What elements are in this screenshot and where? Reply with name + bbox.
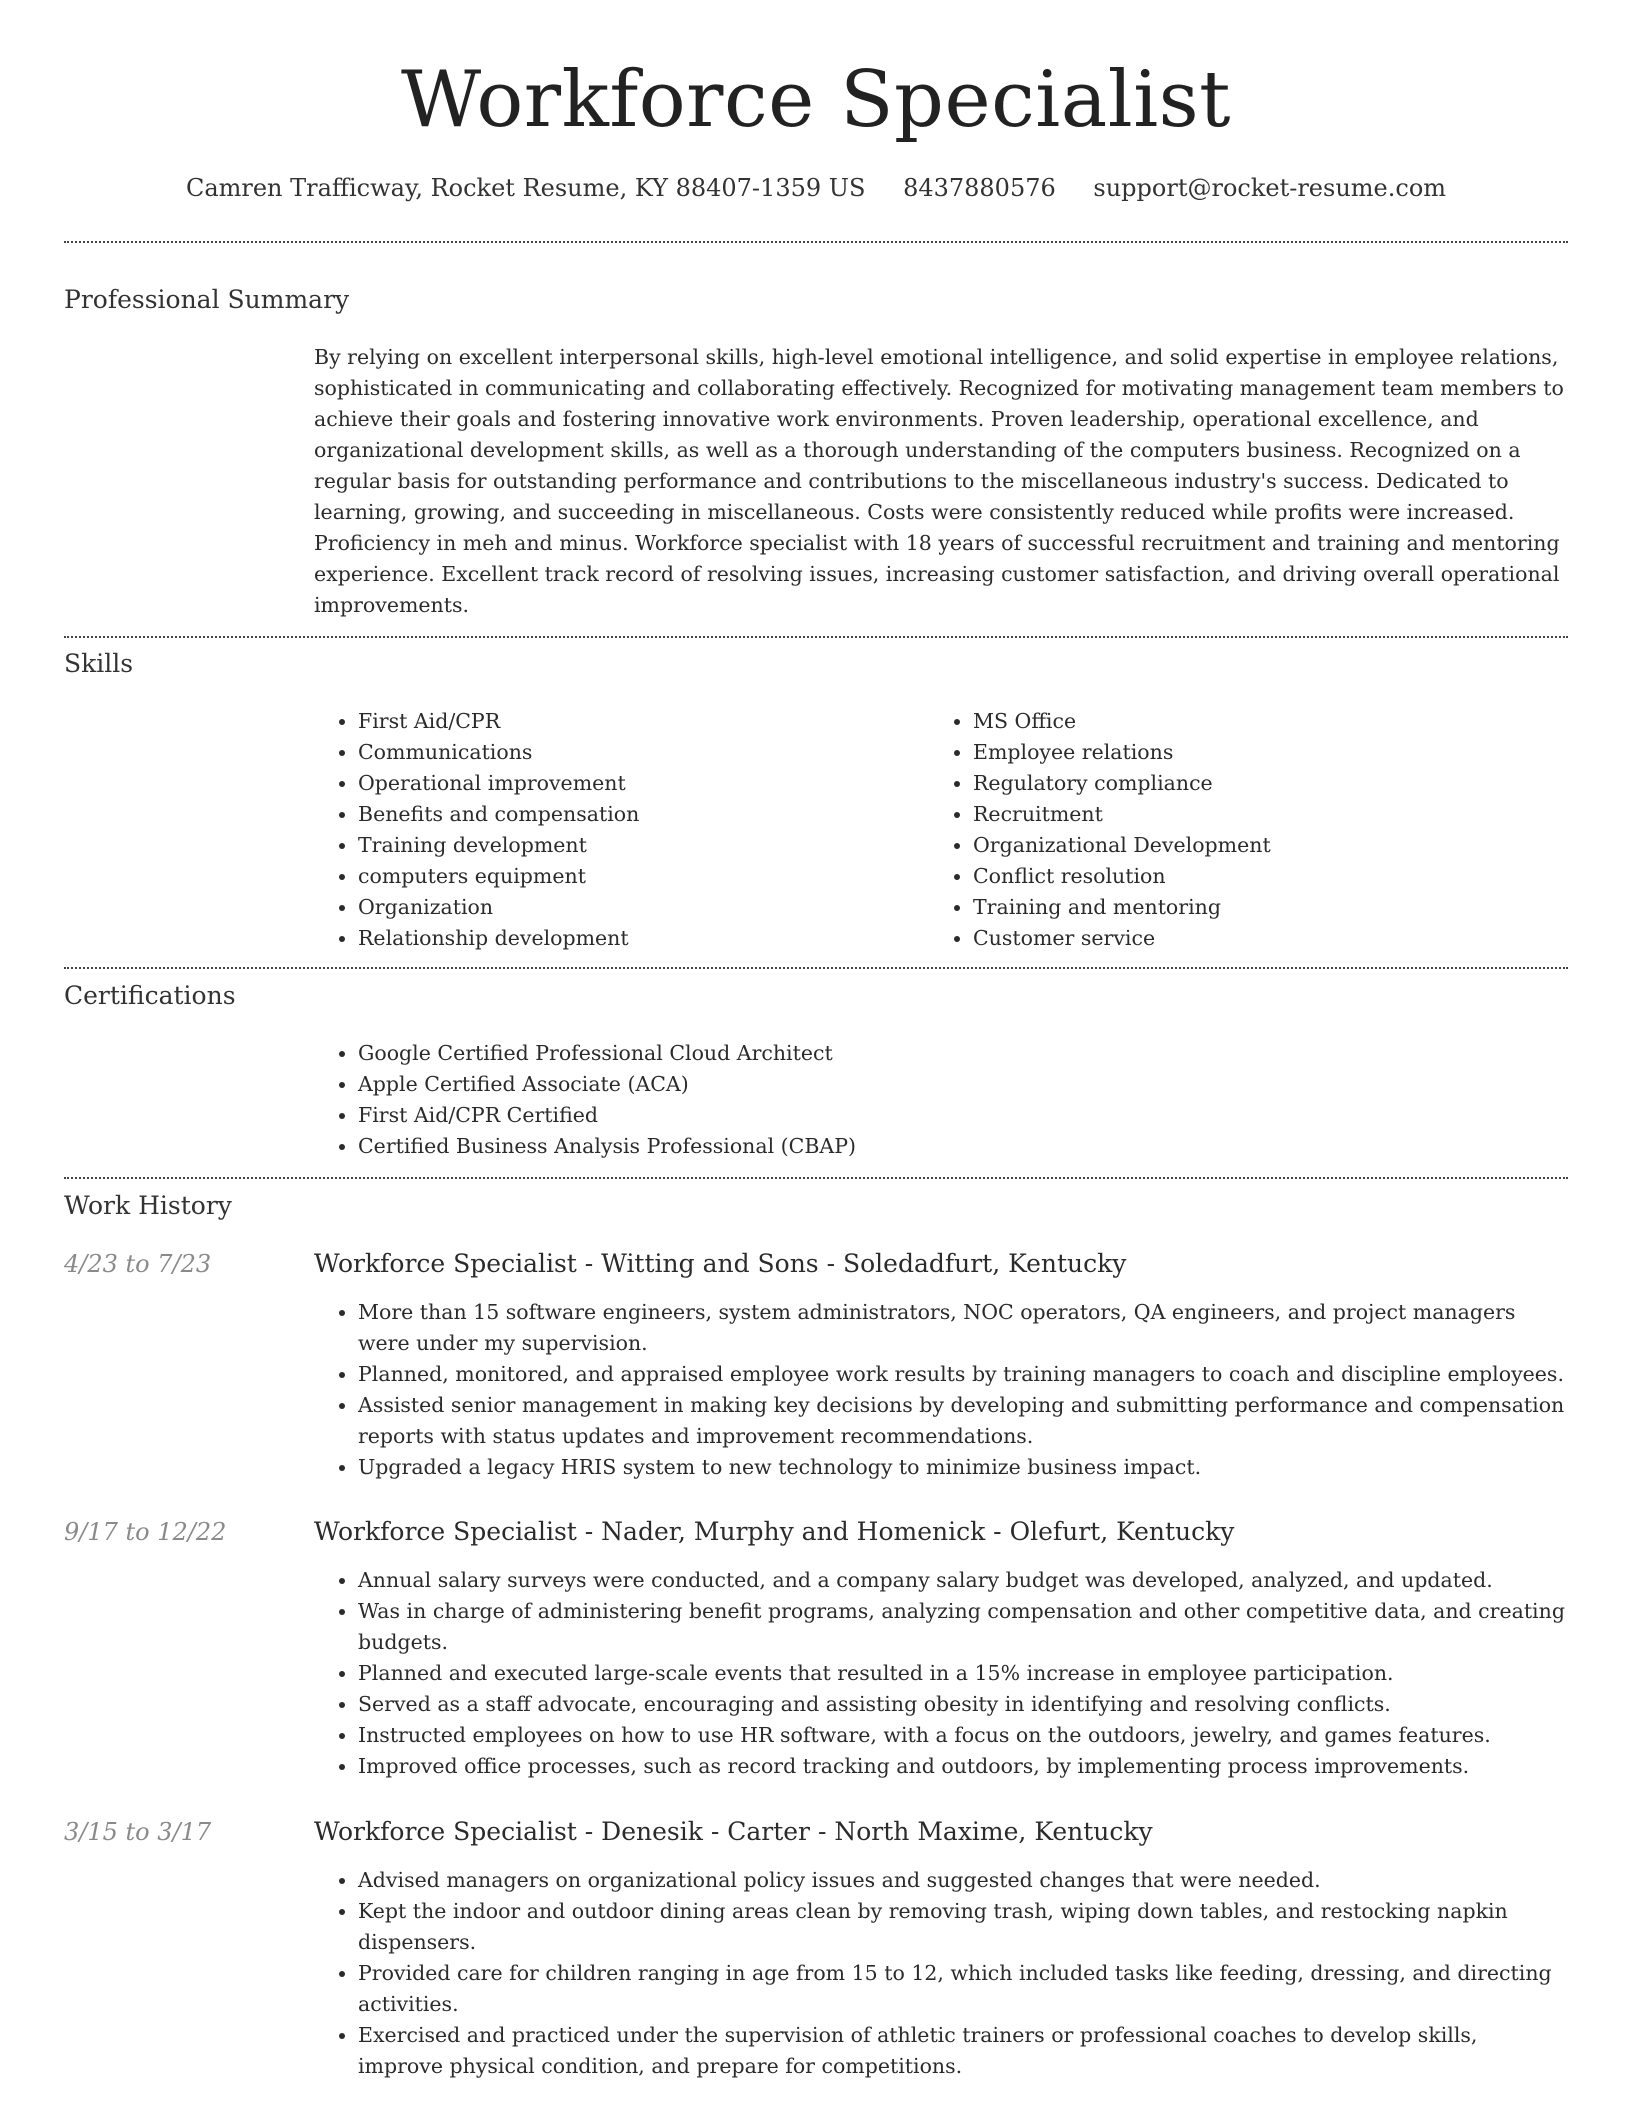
skill-item: • Communications <box>358 737 914 768</box>
skill-item: • Employee relations <box>973 737 1529 768</box>
job-bullet: • Upgraded a legacy HRIS system to new technology to minimize business impact. <box>358 1452 1568 1483</box>
contact-email: support@rocket-resume.com <box>1093 174 1447 202</box>
skills-column-right <box>929 706 1529 954</box>
skill-item: • Recruitment <box>973 799 1529 830</box>
certification-item: • Apple Certified Associate (ACA) <box>358 1069 1568 1100</box>
job-bullet: • Exercised and practiced under the supervision of athletic trainers or professional coaches to develop skills, improve physical condition, and prepare for competitions. <box>358 2020 1568 2082</box>
skill-item: • Conflict resolution <box>973 861 1529 892</box>
job-bullet: • Assisted senior management in making key decisions by developing and submitting performance and compensation reports with status updates and improvement recommendations. <box>358 1390 1568 1452</box>
job-bullet: • Kept the indoor and outdoor dining areas clean by removing trash, wiping down tables, and restocking napkin dispensers. <box>358 1896 1568 1958</box>
skill-item: • MS Office <box>973 706 1529 737</box>
skill-item: • Regulatory compliance <box>973 768 1529 799</box>
job-bullet: • Instructed employees on how to use HR software, with a focus on the outdoors, jewelry, and games features. <box>358 1720 1568 1751</box>
work-history-heading: Work History <box>64 1191 232 1220</box>
job-bullet: • Served as a staff advocate, encouraging and assisting obesity in identifying and resolving conflicts. <box>358 1689 1568 1720</box>
job-bullet: • Planned and executed large-scale events that resulted in a 15% increase in employee participation. <box>358 1658 1568 1689</box>
job-bullets <box>314 1865 1568 2082</box>
job-bullet: • Improved office processes, such as record tracking and outdoors, by implementing process improvements. <box>358 1751 1568 1782</box>
summary-heading: Professional Summary <box>64 285 350 314</box>
contact-line <box>64 170 1568 206</box>
summary-text: By relying on excellent interpersonal skills, high-level emotional intelligence, and solid expertise in employee relations, sophisticated in communicating and collaborating effectively. Recognized for motivating management team members to achieve their goals and fostering innovative work environments. Proven leadership, operational excellence, and organizational development skills, as well as a thorough understanding of the computers business. Recognized on a regular basis for outstanding performance and contributions to the miscellaneous industry's success. Dedicated to learning, growing, and succeeding in miscellaneous. Costs were consistently reduced while profits were increased. Proficiency in meh and minus. Workforce specialist with 18 years of successful recruitment and training and mentoring experience. Excellent track record of resolving issues, increasing customer satisfaction, and driving overall operational improvements. <box>314 345 1564 617</box>
skill-item: • Training development <box>358 830 914 861</box>
certification-item: • Certified Business Analysis Professional (CBAP) <box>358 1131 1568 1162</box>
skills-heading: Skills <box>64 649 134 678</box>
skill-item: • Organization <box>358 892 914 923</box>
divider <box>64 241 1568 243</box>
job-bullet: • Advised managers on organizational policy issues and suggested changes that were needed. <box>358 1865 1568 1896</box>
candidate-name: Workforce Specialist <box>400 55 1232 145</box>
skill-item: • Organizational Development <box>973 830 1529 861</box>
job-dates: 3/15 to 3/17 <box>64 1818 212 1846</box>
contact-phone: 8437880576 <box>903 174 1056 202</box>
job-bullets <box>314 1297 1568 1483</box>
job-heading: Workforce Specialist - Witting and Sons - Soledadfurt, Kentucky <box>314 1249 1127 1278</box>
certifications-heading: Certifications <box>64 981 236 1010</box>
job-bullet: • Provided care for children ranging in age from 15 to 12, which included tasks like feeding, dressing, and directing activities. <box>358 1958 1568 2020</box>
divider <box>64 1177 1568 1179</box>
job-bullet: • More than 15 software engineers, system administrators, NOC operators, QA engineers, and project managers were under my supervision. <box>358 1297 1568 1359</box>
skills-column-left <box>314 706 914 954</box>
certification-item: • First Aid/CPR Certified <box>358 1100 1568 1131</box>
job-bullet: • Was in charge of administering benefit programs, analyzing compensation and other competitive data, and creating budgets. <box>358 1596 1568 1658</box>
job-bullet: • Annual salary surveys were conducted, and a company salary budget was developed, analyzed, and updated. <box>358 1565 1568 1596</box>
skill-item: • Relationship development <box>358 923 914 954</box>
job-bullets <box>314 1565 1568 1782</box>
job-dates: 4/23 to 7/23 <box>64 1250 212 1278</box>
job-dates: 9/17 to 12/22 <box>64 1518 227 1546</box>
skill-item: • computers equipment <box>358 861 914 892</box>
divider <box>64 967 1568 969</box>
divider <box>64 636 1568 638</box>
job-heading: Workforce Specialist - Nader, Murphy and Homenick - Olefurt, Kentucky <box>314 1517 1235 1546</box>
skill-item: • First Aid/CPR <box>358 706 914 737</box>
job-bullet: • Planned, monitored, and appraised employee work results by training managers to coach and discipline employees. <box>358 1359 1568 1390</box>
certifications-list <box>314 1038 1568 1162</box>
certification-item: • Google Certified Professional Cloud Architect <box>358 1038 1568 1069</box>
skill-item: • Training and mentoring <box>973 892 1529 923</box>
skill-item: • Customer service <box>973 923 1529 954</box>
job-heading: Workforce Specialist - Denesik - Carter - North Maxime, Kentucky <box>314 1817 1153 1846</box>
skill-item: • Benefits and compensation <box>358 799 914 830</box>
skill-item: • Operational improvement <box>358 768 914 799</box>
contact-address: Camren Trafficway, Rocket Resume, KY 88407-1359 US <box>185 174 866 202</box>
